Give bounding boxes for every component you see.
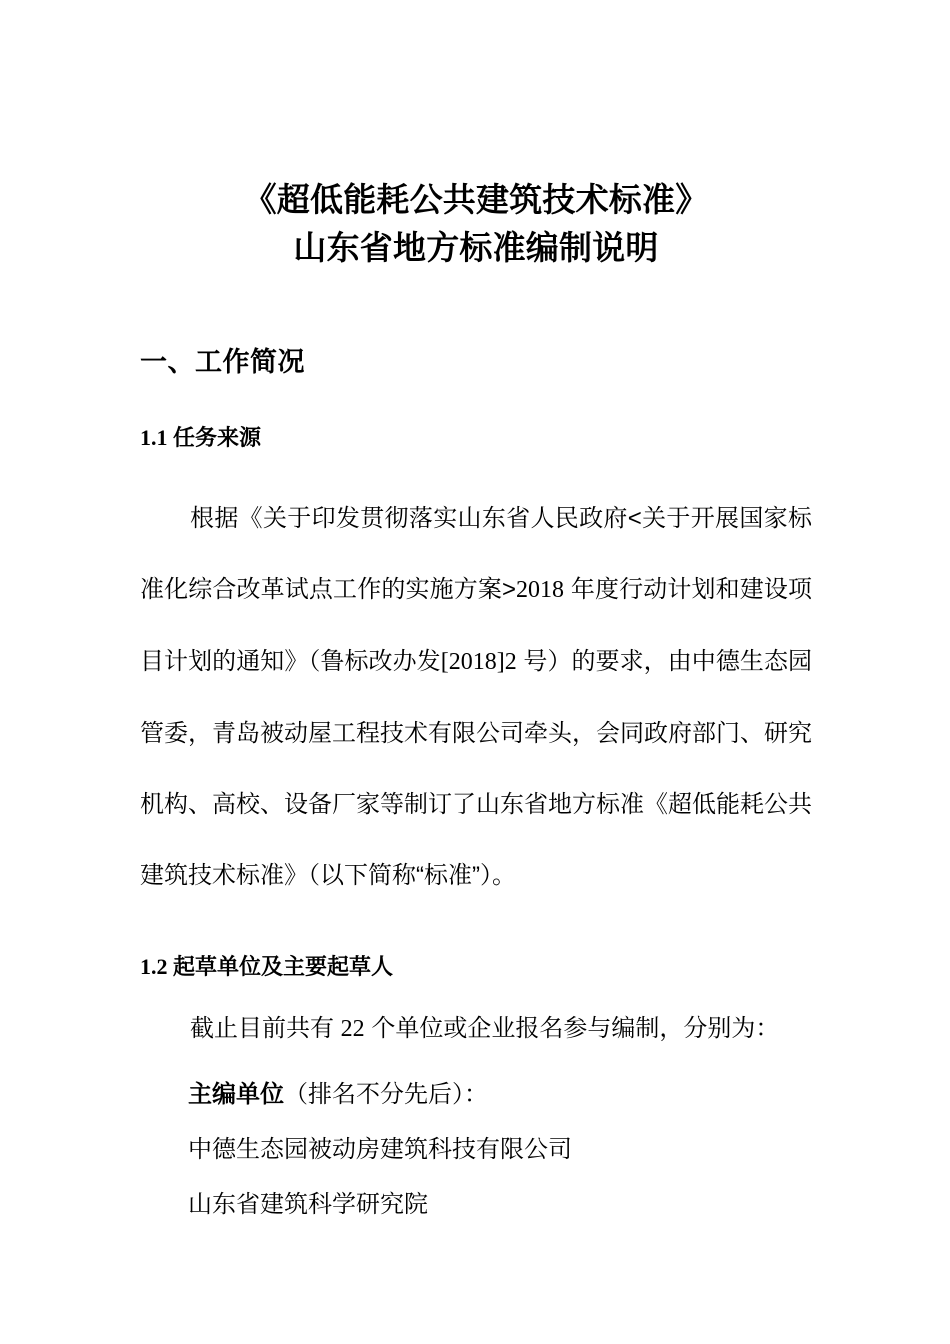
chief-editor-label: 主编单位: [188, 1081, 284, 1108]
para-segment-2: 年度行动计划和建设项目计划的通知》（鲁标改办发: [140, 576, 813, 675]
participant-count-value: 22: [340, 1016, 365, 1042]
subsection-title-1-2: 起草单位及主要起草人: [173, 954, 394, 979]
chief-editor-note: （排名不分先后）：: [284, 1081, 488, 1108]
section-heading-1: 一、工作简况: [140, 347, 305, 377]
page-title-line-1: 《超低能耗公共建筑技术标准》: [243, 181, 709, 218]
page-title-line-2: 山东省地方标准编制说明: [293, 229, 659, 266]
organization-item: 山东省建筑科学研究院: [188, 1191, 428, 1218]
para-doc-number: [2018]2: [440, 649, 517, 675]
chief-editor-label-line: [140, 1052, 812, 1122]
paragraph-participant-count: [140, 982, 812, 1052]
count-intro-suffix: 个单位或企业报名参与编制，分别为：: [364, 1015, 780, 1042]
paragraph-task-source: [140, 453, 812, 911]
para-quoted-term: “标准”: [416, 862, 480, 889]
para-year-2018: 2018: [516, 577, 565, 603]
subsection-heading-1-1: [140, 379, 812, 453]
subsection-heading-1-2: [140, 911, 812, 982]
organization-item: 中德生态园被动房建筑科技有限公司: [188, 1136, 572, 1163]
para-segment-4: ）。: [479, 862, 516, 889]
subsection-number-1-1: 1.1: [140, 425, 168, 450]
count-intro-prefix: 截止目前共有: [190, 1015, 341, 1042]
para-segment-3: 号）的要求，由中德生态园管委，青岛被动屋工程技术有限公司牵头，会同政府部门、研究机构、高校、设备厂家等制订了山东省地方标准《超低能耗公共建筑技术标准》（以下简称: [140, 648, 812, 889]
para-segment-1: 根据《关于印发贯彻落实山东省人民政府<关于开展国家标准化综合改革试点工作的实施方案>: [140, 505, 812, 603]
subsection-number-1-2: 1.2: [140, 954, 168, 979]
subsection-title-1-1: 任务来源: [173, 425, 262, 450]
page-title: [140, 0, 812, 272]
page-content-column: [140, 0, 812, 1232]
